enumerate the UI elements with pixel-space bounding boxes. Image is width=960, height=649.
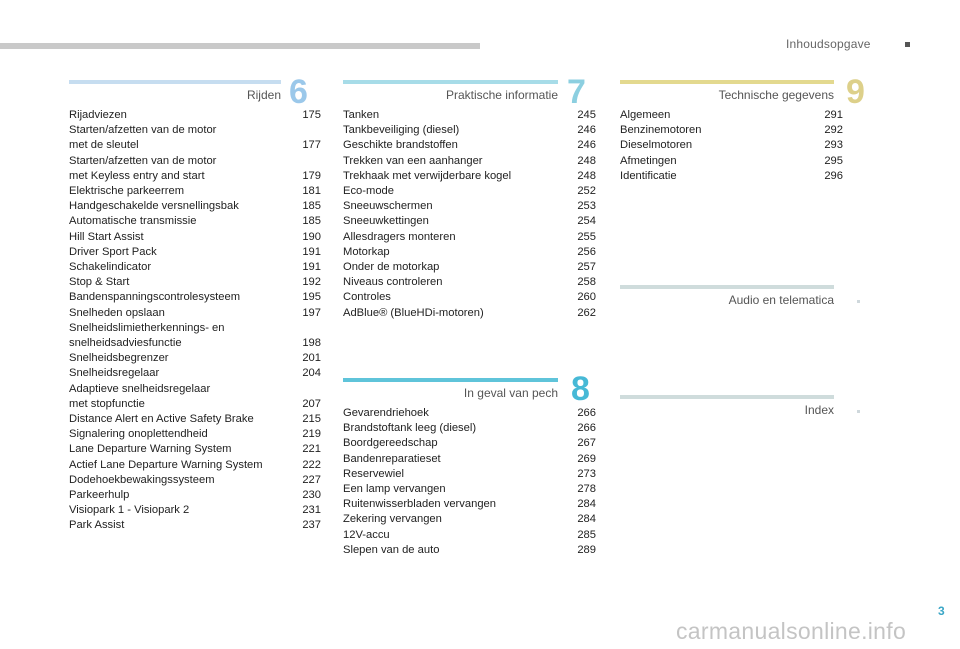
toc-entry-page: 269 bbox=[577, 452, 596, 465]
toc-entry[interactable] bbox=[69, 412, 321, 427]
top-decorative-bar bbox=[0, 43, 480, 49]
toc-entry[interactable] bbox=[343, 482, 596, 497]
toc-entry-title: Tankbeveiliging (diesel) bbox=[343, 124, 460, 137]
toc-entry-title: Elektrische parkeerrem bbox=[69, 185, 185, 198]
toc-entry-page: 245 bbox=[577, 109, 596, 121]
toc-entry[interactable] bbox=[343, 512, 596, 527]
page-header-title: Inhoudsopgave bbox=[786, 37, 871, 51]
toc-entry-page: 177 bbox=[302, 139, 321, 152]
toc-entry[interactable] bbox=[343, 230, 596, 245]
toc-entry-page: 254 bbox=[577, 215, 596, 228]
toc-entry-title: Geschikte brandstoffen bbox=[343, 139, 458, 152]
toc-entry-title: Gevarendriehoek bbox=[343, 407, 429, 419]
toc-entry[interactable] bbox=[343, 214, 596, 229]
toc-entry[interactable] bbox=[69, 321, 321, 351]
toc-list-praktische-informatie bbox=[343, 108, 596, 321]
toc-entry-page: 257 bbox=[577, 261, 596, 274]
section-bar bbox=[620, 80, 834, 84]
toc-entry[interactable] bbox=[69, 184, 321, 199]
toc-entry[interactable] bbox=[620, 108, 843, 123]
section-bar bbox=[343, 378, 558, 382]
section-bar bbox=[620, 395, 834, 399]
toc-entry[interactable] bbox=[620, 138, 843, 153]
toc-entry-page: 258 bbox=[577, 276, 596, 289]
section-technische-gegevens bbox=[620, 80, 834, 104]
toc-entry-page: 191 bbox=[302, 245, 321, 258]
section-bar bbox=[620, 285, 834, 289]
toc-entry[interactable] bbox=[343, 436, 596, 451]
toc-entry-title: Identificatie bbox=[620, 169, 677, 182]
toc-entry[interactable] bbox=[69, 290, 321, 305]
toc-entry-title: Trekken van een aanhanger bbox=[343, 154, 483, 167]
toc-entry-title: Snelheidsbegrenzer bbox=[69, 352, 169, 365]
toc-entry[interactable] bbox=[343, 528, 596, 543]
toc-entry-title: Afmetingen bbox=[620, 154, 677, 167]
toc-entry-title: Bandenreparatieset bbox=[343, 452, 441, 465]
toc-entry-title: Dieselmotoren bbox=[620, 139, 693, 152]
toc-entry-title: Een lamp vervangen bbox=[343, 483, 446, 496]
toc-entry-page: 179 bbox=[302, 169, 321, 182]
toc-entry-page: 248 bbox=[577, 154, 596, 167]
section-title[interactable]: Rijden bbox=[246, 88, 281, 102]
toc-entry-page: 237 bbox=[302, 519, 321, 532]
section-bar bbox=[69, 80, 281, 84]
toc-entry[interactable] bbox=[343, 245, 596, 260]
toc-entry[interactable] bbox=[69, 306, 321, 321]
toc-entry[interactable] bbox=[69, 123, 321, 153]
toc-entry-title: Benzinemotoren bbox=[620, 124, 702, 137]
toc-entry-title: Park Assist bbox=[69, 519, 125, 532]
toc-entry-title: Ruitenwisserbladen vervangen bbox=[343, 498, 496, 511]
toc-entry-title: Actief Lane Departure Warning System bbox=[69, 458, 263, 471]
toc-entry[interactable] bbox=[69, 382, 321, 412]
section-number-9: 9 bbox=[846, 73, 865, 111]
toc-entry-title: Sneeuwschermen bbox=[343, 200, 433, 213]
toc-entry-page: 219 bbox=[302, 428, 321, 441]
toc-entry-title: 12V-accu bbox=[343, 528, 390, 541]
index-dot-icon bbox=[857, 410, 860, 413]
toc-list-in-geval-van-pech bbox=[343, 406, 596, 558]
toc-entry-title: Driver Sport Pack bbox=[69, 245, 157, 258]
toc-entry-page: 201 bbox=[302, 352, 321, 365]
toc-entry-title: Onder de motorkap bbox=[343, 261, 440, 274]
toc-entry-page: 296 bbox=[824, 169, 843, 182]
section-title[interactable]: In geval van pech bbox=[463, 386, 558, 400]
toc-entry[interactable] bbox=[343, 275, 596, 290]
toc-entry-page: 190 bbox=[302, 230, 321, 243]
toc-entry-title: AdBlue® (BlueHDi-motoren) bbox=[343, 306, 484, 319]
toc-list-rijden bbox=[69, 108, 321, 534]
toc-entry-title: Automatische transmissie bbox=[69, 215, 197, 228]
toc-entry-page: 204 bbox=[302, 367, 321, 380]
toc-entry-title: Allesdragers monteren bbox=[343, 230, 456, 243]
toc-entry-title: Controles bbox=[343, 291, 391, 304]
toc-entry[interactable] bbox=[343, 138, 596, 153]
toc-entry[interactable] bbox=[343, 421, 596, 436]
toc-entry-title: Snelheden opslaan bbox=[69, 306, 165, 319]
toc-entry[interactable] bbox=[343, 108, 596, 123]
toc-entry-page: 252 bbox=[577, 185, 596, 198]
toc-entry[interactable] bbox=[69, 458, 321, 473]
toc-entry-page: 255 bbox=[577, 230, 596, 243]
toc-entry-title: Parkeerhulp bbox=[69, 489, 130, 502]
toc-entry[interactable] bbox=[343, 497, 596, 512]
toc-entry[interactable] bbox=[69, 518, 321, 533]
toc-entry-title: Distance Alert en Active Safety Brake bbox=[69, 413, 254, 426]
toc-entry[interactable] bbox=[69, 351, 321, 366]
section-title[interactable]: Technische gegevens bbox=[718, 88, 834, 102]
toc-entry[interactable] bbox=[343, 452, 596, 467]
toc-entry-page: 192 bbox=[302, 276, 321, 289]
section-praktische-informatie bbox=[343, 80, 558, 104]
toc-entry-title: Hill Start Assist bbox=[69, 230, 144, 243]
toc-entry[interactable] bbox=[343, 543, 596, 558]
toc-entry-page: 222 bbox=[302, 458, 321, 471]
toc-entry-page: 285 bbox=[577, 528, 596, 541]
toc-entry-title: Bandenspanningscontrolesysteem bbox=[69, 291, 241, 304]
toc-entry[interactable] bbox=[343, 123, 596, 138]
toc-entry[interactable] bbox=[343, 184, 596, 199]
toc-entry-title: Adaptieve snelheidsregelaar met stopfunctie bbox=[69, 382, 211, 410]
toc-entry-title: Snelheidsregelaar bbox=[69, 367, 160, 380]
toc-entry-page: 181 bbox=[302, 185, 321, 198]
section-in-geval-van-pech bbox=[343, 378, 558, 402]
toc-entry[interactable] bbox=[343, 467, 596, 482]
toc-entry-title: Reservewiel bbox=[343, 467, 404, 480]
toc-entry-title: Motorkap bbox=[343, 245, 390, 258]
toc-entry-title: Zekering vervangen bbox=[343, 513, 442, 526]
toc-entry-title: Boordgereedschap bbox=[343, 437, 438, 450]
toc-entry-page: 246 bbox=[577, 124, 596, 137]
toc-entry-page: 284 bbox=[577, 513, 596, 526]
toc-entry-page: 266 bbox=[577, 422, 596, 435]
toc-entry-page: 195 bbox=[302, 291, 321, 304]
toc-entry[interactable] bbox=[69, 366, 321, 381]
toc-entry-page: 293 bbox=[824, 139, 843, 152]
toc-entry-page: 185 bbox=[302, 200, 321, 213]
toc-entry[interactable] bbox=[69, 245, 321, 260]
toc-entry-title: Tanken bbox=[343, 109, 380, 121]
toc-entry-title: Signalering onoplettendheid bbox=[69, 428, 208, 441]
toc-entry-page: 248 bbox=[577, 169, 596, 182]
toc-entry[interactable] bbox=[620, 154, 843, 169]
toc-entry[interactable] bbox=[343, 260, 596, 275]
toc-entry-page: 227 bbox=[302, 473, 321, 486]
toc-entry-title: Schakelindicator bbox=[69, 261, 152, 274]
toc-entry[interactable] bbox=[69, 275, 321, 290]
toc-entry[interactable] bbox=[343, 306, 596, 321]
toc-entry-page: 262 bbox=[577, 306, 596, 319]
toc-entry[interactable] bbox=[69, 442, 321, 457]
section-audio-en-telematica bbox=[620, 285, 834, 309]
toc-entry-page: 175 bbox=[302, 109, 321, 121]
toc-entry[interactable] bbox=[69, 108, 321, 123]
section-title[interactable]: Praktische informatie bbox=[445, 88, 558, 102]
toc-entry[interactable] bbox=[69, 260, 321, 275]
toc-list-technische-gegevens bbox=[620, 108, 843, 184]
toc-entry-page: 191 bbox=[302, 261, 321, 274]
toc-entry[interactable] bbox=[69, 154, 321, 184]
toc-entry[interactable] bbox=[69, 199, 321, 214]
toc-entry[interactable] bbox=[69, 427, 321, 442]
section-number-8: 8 bbox=[571, 370, 590, 408]
toc-entry-title: Handgeschakelde versnellingsbak bbox=[69, 200, 239, 213]
toc-entry-page: 256 bbox=[577, 245, 596, 258]
toc-entry-page: 253 bbox=[577, 200, 596, 213]
toc-entry-page: 284 bbox=[577, 498, 596, 511]
toc-entry-page: 266 bbox=[577, 407, 596, 419]
toc-entry-title: Trekhaak met verwijderbare kogel bbox=[343, 169, 512, 182]
section-bar bbox=[343, 80, 558, 84]
toc-entry-title: Snelheidslimietherkennings- en snelheidsadviesfunctie bbox=[69, 321, 225, 350]
toc-entry-page: 185 bbox=[302, 215, 321, 228]
header-square-icon bbox=[905, 42, 910, 47]
section-number-6: 6 bbox=[289, 73, 308, 111]
toc-entry-page: 267 bbox=[577, 437, 596, 450]
toc-entry-title: Dodehoekbewakingssysteem bbox=[69, 473, 215, 486]
toc-entry[interactable] bbox=[69, 214, 321, 229]
toc-entry-title: Sneeuwkettingen bbox=[343, 215, 429, 228]
toc-entry-page: 246 bbox=[577, 139, 596, 152]
toc-entry[interactable] bbox=[620, 123, 843, 138]
toc-entry[interactable] bbox=[343, 154, 596, 169]
toc-entry[interactable] bbox=[343, 199, 596, 214]
toc-entry-title: Starten/afzetten van de motor met de sleutel bbox=[69, 124, 217, 152]
toc-entry-page: 273 bbox=[577, 467, 596, 480]
toc-entry-page: 221 bbox=[302, 443, 321, 456]
toc-entry-page: 197 bbox=[302, 306, 321, 319]
toc-entry-title: Algemeen bbox=[620, 109, 671, 121]
toc-entry-page: 215 bbox=[302, 413, 321, 426]
toc-entry-page: 292 bbox=[824, 124, 843, 137]
toc-entry-title: Rijadviezen bbox=[69, 109, 127, 121]
page-number: 3 bbox=[938, 604, 945, 618]
toc-entry-page: 289 bbox=[577, 543, 596, 556]
toc-entry[interactable] bbox=[69, 488, 321, 503]
toc-entry-title: Lane Departure Warning System bbox=[69, 443, 232, 456]
toc-entry[interactable] bbox=[343, 169, 596, 184]
section-index bbox=[620, 395, 834, 419]
section-number-7: 7 bbox=[567, 73, 586, 111]
section-rijden bbox=[69, 80, 281, 104]
toc-entry-page: 231 bbox=[302, 504, 321, 517]
toc-entry-title: Stop & Start bbox=[69, 276, 130, 289]
toc-entry-title: Niveaus controleren bbox=[343, 276, 443, 289]
toc-entry-title: Visiopark 1 - Visiopark 2 bbox=[69, 504, 190, 517]
toc-entry-page: 295 bbox=[824, 154, 843, 167]
toc-entry-page: 260 bbox=[577, 291, 596, 304]
toc-entry-page: 230 bbox=[302, 489, 321, 502]
section-title[interactable]: Audio en telematica bbox=[728, 293, 834, 307]
watermark-text: carmanualsonline.info bbox=[676, 618, 907, 644]
audio-dot-icon bbox=[857, 300, 860, 303]
toc-entry-title: Starten/afzetten van de motor met Keyless entry and start bbox=[69, 154, 217, 182]
toc-entry[interactable] bbox=[620, 169, 843, 184]
section-title[interactable]: Index bbox=[804, 403, 834, 417]
toc-entry[interactable] bbox=[69, 473, 321, 488]
toc-entry-title: Brandstoftank leeg (diesel) bbox=[343, 422, 477, 435]
toc-entry-page: 291 bbox=[824, 109, 843, 121]
toc-entry-page: 207 bbox=[302, 397, 321, 410]
toc-entry-page: 278 bbox=[577, 483, 596, 496]
toc-entry-title: Eco-mode bbox=[343, 185, 394, 198]
toc-entry[interactable] bbox=[343, 290, 596, 305]
toc-entry[interactable] bbox=[343, 406, 596, 421]
toc-entry-title: Slepen van de auto bbox=[343, 543, 440, 556]
toc-entry[interactable] bbox=[69, 230, 321, 245]
toc-entry-page: 198 bbox=[302, 337, 321, 350]
toc-entry[interactable] bbox=[69, 503, 321, 518]
